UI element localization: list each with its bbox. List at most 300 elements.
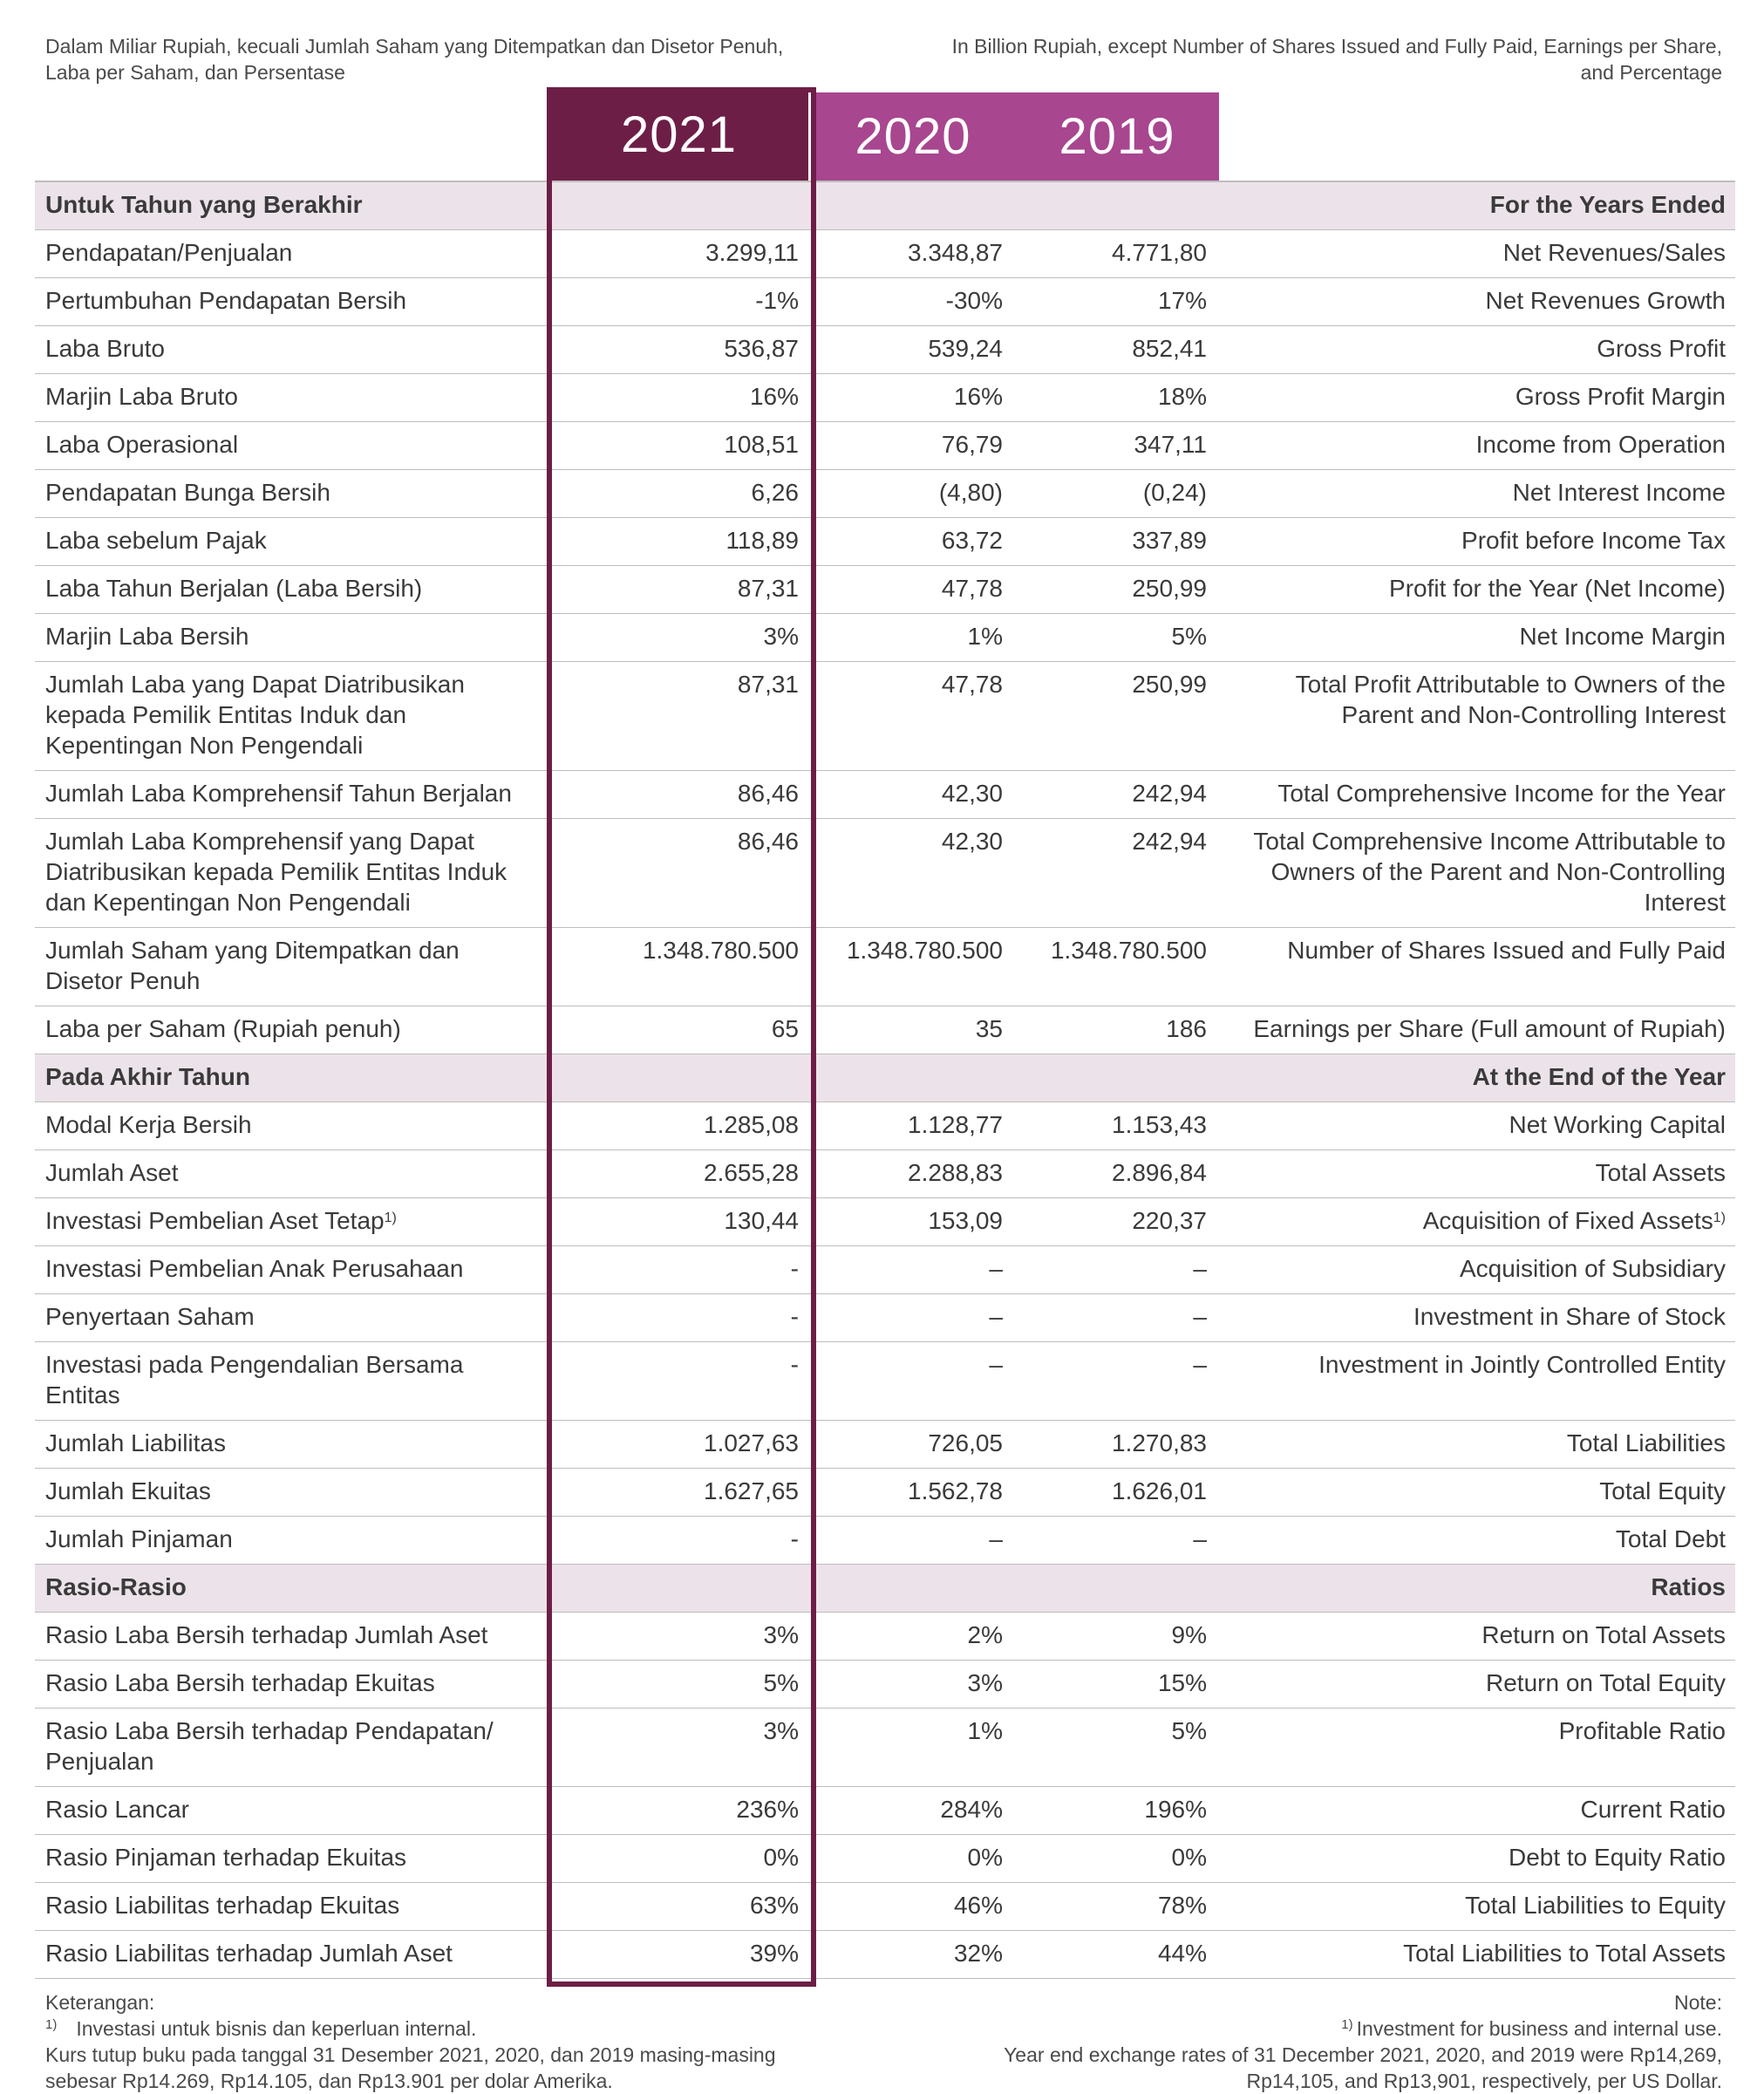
value-2019-text: 242,94 bbox=[1132, 780, 1207, 807]
value-2019-text: 0% bbox=[1171, 1844, 1207, 1871]
value-2019 bbox=[1012, 422, 1216, 470]
row-label-id bbox=[35, 1342, 549, 1421]
value-2020-text: 47,78 bbox=[941, 575, 1003, 602]
footnote-id-note-row bbox=[45, 2016, 848, 2042]
section-row bbox=[35, 1565, 1735, 1613]
value-2019-text: 44% bbox=[1157, 1940, 1207, 1967]
value-2019-text: 78% bbox=[1157, 1892, 1207, 1919]
footnote-id-note: Investasi untuk bisnis dan keperluan internal. bbox=[76, 2017, 477, 2040]
row-label-en bbox=[1216, 1294, 1735, 1342]
row-label-id-text: Rasio Laba Bersih terhadap Pendapatan/ Penjualan bbox=[45, 1717, 494, 1775]
row-label-id bbox=[35, 230, 549, 278]
value-2019-text: – bbox=[1193, 1351, 1207, 1378]
table-row bbox=[35, 230, 1735, 278]
row-label-en-text: Number of Shares Issued and Fully Paid bbox=[1287, 937, 1726, 964]
row-label-id-text: Pertumbuhan Pendapatan Bersih bbox=[45, 287, 407, 314]
value-2021 bbox=[549, 181, 808, 230]
value-2020 bbox=[808, 1294, 1012, 1342]
value-2019 bbox=[1012, 1246, 1216, 1294]
row-label-id bbox=[35, 1198, 549, 1246]
section-title-id bbox=[35, 1054, 549, 1102]
row-label-en-text: Earnings per Share (Full amount of Rupiah) bbox=[1253, 1015, 1726, 1042]
value-2019 bbox=[1012, 230, 1216, 278]
value-2020-text: – bbox=[989, 1255, 1003, 1282]
row-label-id-text: Jumlah Liabilitas bbox=[45, 1429, 226, 1456]
value-2019-text: 196% bbox=[1144, 1796, 1207, 1823]
row-label-en bbox=[1216, 566, 1735, 614]
value-2020 bbox=[808, 518, 1012, 566]
value-2019-text: – bbox=[1193, 1255, 1207, 1282]
value-2020 bbox=[808, 1150, 1012, 1198]
section-title-id bbox=[35, 1565, 549, 1613]
value-2019 bbox=[1012, 1150, 1216, 1198]
table-row bbox=[35, 1787, 1735, 1835]
table-row bbox=[35, 374, 1735, 422]
value-2021-text: 2.655,28 bbox=[704, 1159, 799, 1186]
value-2019 bbox=[1012, 566, 1216, 614]
row-label-en bbox=[1216, 1787, 1735, 1835]
value-2021-text: 86,46 bbox=[737, 780, 799, 807]
section-title-en bbox=[1216, 181, 1735, 230]
value-2020 bbox=[808, 771, 1012, 819]
table-row bbox=[35, 771, 1735, 819]
table-row bbox=[35, 1246, 1735, 1294]
row-label-id bbox=[35, 1787, 549, 1835]
row-label-id bbox=[35, 1469, 549, 1517]
value-2020 bbox=[808, 1787, 1012, 1835]
value-2020-text: 153,09 bbox=[928, 1207, 1003, 1234]
unit-note-id: Dalam Miliar Rupiah, kecuali Jumlah Saham yang Ditempatkan dan Disetor Penuh, Laba per Saham, dan Persentase bbox=[45, 35, 784, 84]
row-label-en-text: Total Equity bbox=[1599, 1477, 1726, 1504]
value-2020-text: 3% bbox=[967, 1669, 1003, 1696]
row-label-id-text: Marjin Laba Bruto bbox=[45, 383, 239, 410]
value-2020-text: 726,05 bbox=[928, 1429, 1003, 1456]
value-2019 bbox=[1012, 1102, 1216, 1150]
value-2020-text: (4,80) bbox=[938, 479, 1003, 506]
value-2021 bbox=[549, 771, 808, 819]
table-row bbox=[35, 470, 1735, 518]
value-2019 bbox=[1012, 614, 1216, 662]
value-2021-text: 3% bbox=[763, 1621, 799, 1648]
row-label-id bbox=[35, 819, 549, 928]
value-2020 bbox=[808, 326, 1012, 374]
row-label-en bbox=[1216, 1661, 1735, 1709]
value-2021 bbox=[549, 1709, 808, 1787]
value-2021-text: 118,89 bbox=[725, 527, 799, 554]
row-label-id-text: Rasio Laba Bersih terhadap Ekuitas bbox=[45, 1669, 435, 1696]
value-2020 bbox=[808, 1246, 1012, 1294]
row-label-en-text: Total Comprehensive Income for the Year bbox=[1277, 780, 1726, 807]
value-2020-text: 1% bbox=[967, 1717, 1003, 1744]
value-2020 bbox=[808, 928, 1012, 1006]
value-2020 bbox=[808, 614, 1012, 662]
row-label-id-text: Jumlah Pinjaman bbox=[45, 1525, 233, 1552]
row-label-id-text: Jumlah Laba Komprehensif yang Dapat Diatribusikan kepada Pemilik Entitas Induk dan Kepentingan Non Pengendali bbox=[45, 828, 507, 916]
value-2020-text: 42,30 bbox=[941, 828, 1003, 855]
value-2020-text: – bbox=[989, 1303, 1003, 1330]
value-2020-text: 539,24 bbox=[928, 335, 1003, 362]
value-2021-text: 536,87 bbox=[724, 335, 799, 362]
row-label-en-text: Investment in Jointly Controlled Entity bbox=[1318, 1351, 1726, 1378]
footnote-mark: 1) bbox=[45, 2017, 58, 2032]
row-label-id bbox=[35, 326, 549, 374]
value-2019 bbox=[1012, 278, 1216, 326]
row-label-id-text: Rasio Lancar bbox=[45, 1796, 189, 1823]
value-2021 bbox=[549, 1931, 808, 1979]
value-2021-text: 1.348.780.500 bbox=[642, 937, 799, 964]
value-2019 bbox=[1012, 1469, 1216, 1517]
value-2019 bbox=[1012, 771, 1216, 819]
table-row bbox=[35, 422, 1735, 470]
value-2021-text: 3% bbox=[763, 1717, 799, 1744]
row-label-id-text: Laba Operasional bbox=[45, 431, 239, 458]
section-title-en bbox=[1216, 1565, 1735, 1613]
value-2021-text: -1% bbox=[755, 287, 799, 314]
value-2019 bbox=[1012, 1613, 1216, 1661]
value-2021-text: - bbox=[790, 1255, 799, 1282]
footnote-en-note: Investment for business and internal use. bbox=[1356, 2017, 1722, 2040]
value-2020-text: 35 bbox=[975, 1015, 1003, 1042]
value-2020 bbox=[808, 1102, 1012, 1150]
table-row bbox=[35, 1102, 1735, 1150]
row-label-id-text: Pendapatan/Penjualan bbox=[45, 239, 293, 266]
value-2019 bbox=[1012, 1054, 1216, 1102]
value-2021 bbox=[549, 819, 808, 928]
value-2020-text: – bbox=[989, 1351, 1003, 1378]
value-2021 bbox=[549, 278, 808, 326]
value-2021 bbox=[549, 326, 808, 374]
row-label-en bbox=[1216, 230, 1735, 278]
year-header-2020: 2020 bbox=[855, 108, 971, 165]
value-2021 bbox=[549, 1787, 808, 1835]
footnote-id bbox=[45, 1989, 848, 2094]
row-label-en bbox=[1216, 326, 1735, 374]
value-2021 bbox=[549, 1294, 808, 1342]
row-label-en bbox=[1216, 771, 1735, 819]
row-label-en-text: Net Working Capital bbox=[1509, 1111, 1726, 1138]
value-2021-text: 3.299,11 bbox=[705, 239, 799, 266]
value-2021-text: 0% bbox=[763, 1844, 799, 1871]
row-label-en-text: Return on Total Assets bbox=[1481, 1621, 1726, 1648]
value-2020-text: 16% bbox=[953, 383, 1003, 410]
value-2019-text: 1.270,83 bbox=[1112, 1429, 1207, 1456]
value-2020 bbox=[808, 662, 1012, 771]
row-label-en-text: Profitable Ratio bbox=[1558, 1717, 1726, 1744]
value-2019-text: (0,24) bbox=[1142, 479, 1207, 506]
value-2019-text: – bbox=[1193, 1525, 1207, 1552]
value-2020 bbox=[808, 1661, 1012, 1709]
row-label-id-text: Investasi pada Pengendalian Bersama Entitas bbox=[45, 1351, 464, 1409]
value-2020 bbox=[808, 566, 1012, 614]
row-label-id-text: Rasio Laba Bersih terhadap Jumlah Aset bbox=[45, 1621, 488, 1648]
table-row bbox=[35, 1469, 1735, 1517]
table-row bbox=[35, 326, 1735, 374]
footnote-ref: 1) bbox=[384, 1211, 397, 1225]
value-2019 bbox=[1012, 662, 1216, 771]
value-2019-text: 18% bbox=[1157, 383, 1207, 410]
row-label-en bbox=[1216, 1102, 1735, 1150]
row-label-en-text: Net Income Margin bbox=[1519, 623, 1726, 650]
row-label-en bbox=[1216, 1613, 1735, 1661]
row-label-en-text: Profit for the Year (Net Income) bbox=[1389, 575, 1726, 602]
row-label-en bbox=[1216, 1421, 1735, 1469]
row-label-id bbox=[35, 1294, 549, 1342]
row-label-id bbox=[35, 1709, 549, 1787]
value-2020-text: 1.128,77 bbox=[908, 1111, 1003, 1138]
value-2021 bbox=[549, 662, 808, 771]
table-row bbox=[35, 1613, 1735, 1661]
value-2020 bbox=[808, 1517, 1012, 1565]
row-label-id bbox=[35, 1421, 549, 1469]
row-label-en bbox=[1216, 928, 1735, 1006]
value-2020-text: 0% bbox=[967, 1844, 1003, 1871]
table-row bbox=[35, 1294, 1735, 1342]
row-label-en bbox=[1216, 278, 1735, 326]
row-label-en bbox=[1216, 1342, 1735, 1421]
value-2021-text: 16% bbox=[749, 383, 799, 410]
value-2019-text: 337,89 bbox=[1132, 527, 1207, 554]
value-2021-text: 236% bbox=[736, 1796, 799, 1823]
row-label-id bbox=[35, 518, 549, 566]
value-2021-text: - bbox=[790, 1303, 799, 1330]
value-2020 bbox=[808, 819, 1012, 928]
table-row bbox=[35, 1006, 1735, 1054]
value-2020 bbox=[808, 1421, 1012, 1469]
value-2020 bbox=[808, 1006, 1012, 1054]
row-label-en bbox=[1216, 819, 1735, 928]
value-2020 bbox=[808, 181, 1012, 230]
row-label-en bbox=[1216, 1835, 1735, 1883]
value-2019-text: 250,99 bbox=[1132, 575, 1207, 602]
row-label-en-text: Acquisition of Subsidiary bbox=[1459, 1255, 1726, 1282]
value-2020 bbox=[808, 1198, 1012, 1246]
value-2019 bbox=[1012, 1931, 1216, 1979]
value-2021 bbox=[549, 1198, 808, 1246]
row-label-id bbox=[35, 928, 549, 1006]
row-label-en-text: Current Ratio bbox=[1580, 1796, 1726, 1823]
value-2021 bbox=[549, 1565, 808, 1613]
value-2020-text: 1.348.780.500 bbox=[846, 937, 1003, 964]
row-label-id-text: Rasio Liabilitas terhadap Ekuitas bbox=[45, 1892, 400, 1919]
value-2019-text: 17% bbox=[1157, 287, 1207, 314]
year-header-comparatives bbox=[811, 92, 1219, 181]
row-label-id bbox=[35, 566, 549, 614]
value-2021-text: 1.027,63 bbox=[704, 1429, 799, 1456]
row-label-en-text: Investment in Share of Stock bbox=[1413, 1303, 1726, 1330]
value-2019-text: 4.771,80 bbox=[1112, 239, 1207, 266]
value-2021-text: - bbox=[790, 1525, 799, 1552]
value-2019-text: 242,94 bbox=[1132, 828, 1207, 855]
table-row bbox=[35, 1661, 1735, 1709]
value-2020-text: 42,30 bbox=[941, 780, 1003, 807]
value-2021 bbox=[549, 614, 808, 662]
value-2019-text: 1.348.780.500 bbox=[1050, 937, 1207, 964]
value-2020 bbox=[808, 230, 1012, 278]
value-2019 bbox=[1012, 1342, 1216, 1421]
value-2019-text: 9% bbox=[1171, 1621, 1207, 1648]
row-label-en-text: Return on Total Equity bbox=[1486, 1669, 1726, 1696]
row-label-id bbox=[35, 1883, 549, 1931]
footnote-en-title: Note: bbox=[1674, 1991, 1722, 2014]
row-label-id-text: Jumlah Aset bbox=[45, 1159, 179, 1186]
row-label-id-text: Jumlah Laba yang Dapat Diatribusikan kepada Pemilik Entitas Induk dan Kepentingan Non Pengendali bbox=[45, 671, 465, 759]
value-2019-text: 2.896,84 bbox=[1112, 1159, 1207, 1186]
value-2020-text: -30% bbox=[945, 287, 1003, 314]
value-2021-text: 87,31 bbox=[737, 671, 799, 698]
section-row bbox=[35, 1054, 1735, 1102]
value-2021-text: 39% bbox=[749, 1940, 799, 1967]
value-2021 bbox=[549, 1517, 808, 1565]
value-2021-text: 1.627,65 bbox=[704, 1477, 799, 1504]
row-label-id bbox=[35, 771, 549, 819]
row-label-id-text: Jumlah Laba Komprehensif Tahun Berjalan bbox=[45, 780, 512, 807]
row-label-id-text: Laba Bruto bbox=[45, 335, 165, 362]
table-row bbox=[35, 1835, 1735, 1883]
row-label-en-text: Total Profit Attributable to Owners of the Parent and Non-Controlling Interest bbox=[1295, 671, 1726, 728]
row-label-id-text: Laba sebelum Pajak bbox=[45, 527, 267, 554]
value-2021 bbox=[549, 1421, 808, 1469]
row-label-id bbox=[35, 1931, 549, 1979]
table-row bbox=[35, 1517, 1735, 1565]
value-2021 bbox=[549, 1835, 808, 1883]
value-2020 bbox=[808, 374, 1012, 422]
row-label-en bbox=[1216, 1246, 1735, 1294]
value-2020-text: 1.562,78 bbox=[908, 1477, 1003, 1504]
value-2019-text: – bbox=[1193, 1303, 1207, 1330]
row-label-en-text: Total Liabilities bbox=[1566, 1429, 1726, 1456]
footnote-id-title: Keterangan: bbox=[45, 1991, 155, 2014]
value-2020-text: – bbox=[989, 1525, 1003, 1552]
year-header-2019: 2019 bbox=[1059, 108, 1175, 165]
row-label-id-text: Penyertaan Saham bbox=[45, 1303, 255, 1330]
value-2019-text: 1.626,01 bbox=[1112, 1477, 1207, 1504]
row-label-en bbox=[1216, 1883, 1735, 1931]
value-2019 bbox=[1012, 1006, 1216, 1054]
value-2021 bbox=[549, 1342, 808, 1421]
row-label-id-text: Modal Kerja Bersih bbox=[45, 1111, 252, 1138]
row-label-id bbox=[35, 1613, 549, 1661]
table-row bbox=[35, 1931, 1735, 1979]
row-label-en-text: Total Liabilities to Equity bbox=[1465, 1892, 1726, 1919]
footnote-id-rate: Kurs tutup buku pada tanggal 31 Desember 2021, 2020, dan 2019 masing-masing sebesar Rp14.269, Rp14.105, dan Rp13.901 per dolar Amerika. bbox=[45, 2043, 776, 2092]
value-2021-text: 63% bbox=[749, 1892, 799, 1919]
row-label-en bbox=[1216, 1517, 1735, 1565]
value-2019 bbox=[1012, 1565, 1216, 1613]
value-2020 bbox=[808, 1931, 1012, 1979]
value-2021 bbox=[549, 470, 808, 518]
section-title-id-text: Pada Akhir Tahun bbox=[45, 1063, 250, 1090]
footnote-en bbox=[937, 1989, 1722, 2094]
value-2020-text: 2.288,83 bbox=[908, 1159, 1003, 1186]
value-2021-text: 6,26 bbox=[751, 479, 799, 506]
table-row bbox=[35, 518, 1735, 566]
row-label-en-text: Income from Operation bbox=[1475, 431, 1726, 458]
row-label-id bbox=[35, 1517, 549, 1565]
value-2021 bbox=[549, 1150, 808, 1198]
row-label-id-text: Pendapatan Bunga Bersih bbox=[45, 479, 330, 506]
table-row bbox=[35, 1150, 1735, 1198]
row-label-en bbox=[1216, 1150, 1735, 1198]
value-2021 bbox=[549, 1054, 808, 1102]
value-2019-text: 250,99 bbox=[1132, 671, 1207, 698]
row-label-id bbox=[35, 1661, 549, 1709]
value-2019-text: 1.153,43 bbox=[1112, 1111, 1207, 1138]
value-2019 bbox=[1012, 326, 1216, 374]
value-2021 bbox=[549, 566, 808, 614]
value-2019 bbox=[1012, 1661, 1216, 1709]
value-2021 bbox=[549, 1661, 808, 1709]
row-label-id-text: Investasi Pembelian Aset Tetap bbox=[45, 1207, 385, 1234]
value-2021-text: 5% bbox=[763, 1669, 799, 1696]
value-2019-text: 852,41 bbox=[1132, 335, 1207, 362]
value-2021-text: 3% bbox=[763, 623, 799, 650]
row-label-id-text: Laba per Saham (Rupiah penuh) bbox=[45, 1015, 401, 1042]
row-label-en bbox=[1216, 662, 1735, 771]
value-2021-text: 108,51 bbox=[724, 431, 799, 458]
value-2019 bbox=[1012, 374, 1216, 422]
section-title-id-text: Rasio-Rasio bbox=[45, 1573, 187, 1600]
value-2019 bbox=[1012, 181, 1216, 230]
value-2020 bbox=[808, 1469, 1012, 1517]
table-row bbox=[35, 614, 1735, 662]
row-label-id bbox=[35, 1835, 549, 1883]
year-header-2021: 2021 bbox=[549, 88, 808, 181]
row-label-en-text: Gross Profit bbox=[1597, 335, 1726, 362]
value-2019 bbox=[1012, 928, 1216, 1006]
row-label-en bbox=[1216, 518, 1735, 566]
row-label-en bbox=[1216, 470, 1735, 518]
footnote-en-note-row bbox=[937, 2016, 1722, 2042]
value-2021-text: 87,31 bbox=[737, 575, 799, 602]
table-row bbox=[35, 1198, 1735, 1246]
value-2021 bbox=[549, 1883, 808, 1931]
value-2021 bbox=[549, 422, 808, 470]
row-label-id bbox=[35, 470, 549, 518]
value-2021-text: 86,46 bbox=[737, 828, 799, 855]
value-2021-text: - bbox=[790, 1351, 799, 1378]
row-label-en bbox=[1216, 1931, 1735, 1979]
row-label-id-text: Marjin Laba Bersih bbox=[45, 623, 249, 650]
row-label-id bbox=[35, 1102, 549, 1150]
value-2020-text: 76,79 bbox=[941, 431, 1003, 458]
row-label-en-text: Total Assets bbox=[1595, 1159, 1726, 1186]
row-label-en bbox=[1216, 1709, 1735, 1787]
financial-highlights-table bbox=[35, 181, 1735, 1979]
value-2021 bbox=[549, 374, 808, 422]
value-2020-text: 2% bbox=[967, 1621, 1003, 1648]
value-2020 bbox=[808, 278, 1012, 326]
row-label-en bbox=[1216, 1198, 1735, 1246]
row-label-en bbox=[1216, 1006, 1735, 1054]
value-2020-text: 284% bbox=[940, 1796, 1003, 1823]
row-label-en-text: Gross Profit Margin bbox=[1515, 383, 1726, 410]
footnote-en-rate: Year end exchange rates of 31 December 2021, 2020, and 2019 were Rp14,269, Rp14,105, and Rp13,901, respectively, per US Dollar. bbox=[1004, 2043, 1722, 2092]
table-row bbox=[35, 1883, 1735, 1931]
value-2019-text: 220,37 bbox=[1132, 1207, 1207, 1234]
row-label-id bbox=[35, 278, 549, 326]
footnote-ref: 1) bbox=[1713, 1211, 1726, 1225]
value-2019 bbox=[1012, 1421, 1216, 1469]
row-label-en bbox=[1216, 374, 1735, 422]
value-2021 bbox=[549, 518, 808, 566]
value-2021-text: 1.285,08 bbox=[704, 1111, 799, 1138]
row-label-id bbox=[35, 1246, 549, 1294]
section-title-en-text: Ratios bbox=[1651, 1573, 1726, 1600]
value-2020 bbox=[808, 1054, 1012, 1102]
table-row bbox=[35, 662, 1735, 771]
value-2020-text: 1% bbox=[967, 623, 1003, 650]
row-label-id-text: Laba Tahun Berjalan (Laba Bersih) bbox=[45, 575, 423, 602]
